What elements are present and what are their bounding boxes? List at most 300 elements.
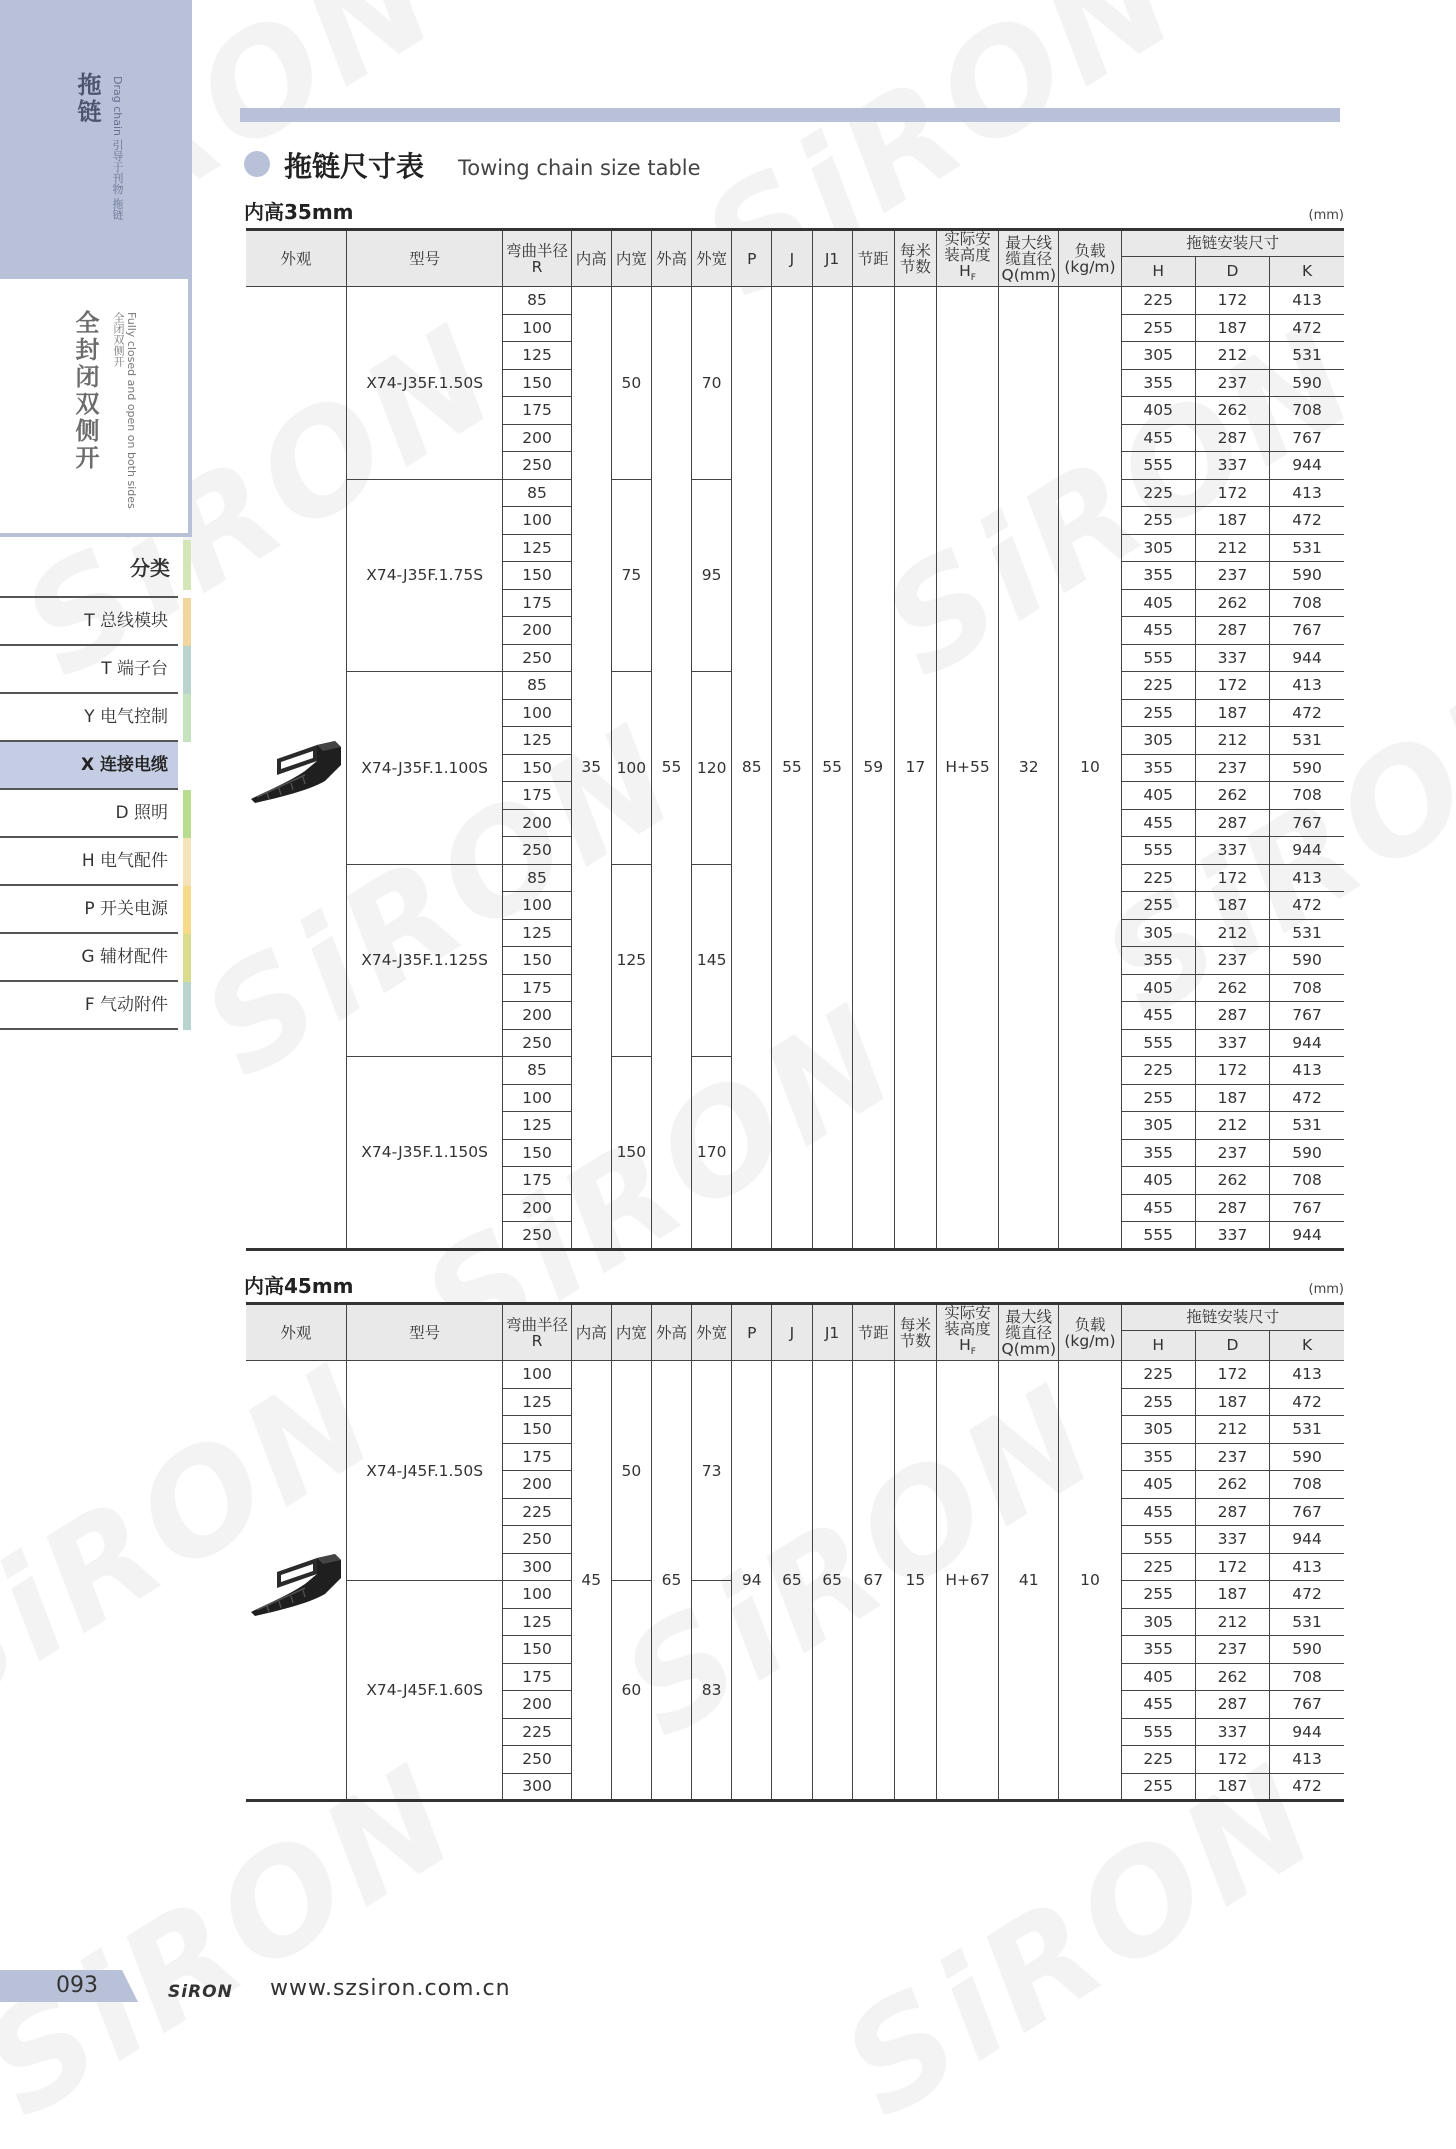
dim-k-cell: 767	[1270, 617, 1344, 645]
radius-cell: 200	[503, 1002, 571, 1030]
install-h-cell: H+67	[936, 1361, 998, 1801]
dim-k-cell: 708	[1270, 1167, 1344, 1195]
dim-h-cell: 455	[1121, 1691, 1195, 1719]
dim-k-cell: 413	[1270, 287, 1344, 315]
dim-k-cell: 708	[1270, 397, 1344, 425]
outer-width-cell: 95	[692, 479, 732, 672]
dim-d-cell: 172	[1195, 1057, 1269, 1085]
sidebar-category-item[interactable]: D 照明	[115, 803, 168, 823]
dim-h-cell: 555	[1121, 1029, 1195, 1057]
header-label: 缆直径	[1005, 1323, 1052, 1342]
header-label: P	[747, 1323, 757, 1342]
radius-cell: 200	[503, 1194, 571, 1222]
dim-h-cell: 455	[1121, 1194, 1195, 1222]
col-header-d	[1195, 256, 1269, 287]
header-label: J	[789, 1323, 795, 1342]
dim-h-cell: 455	[1121, 1002, 1195, 1030]
category-color-tab	[183, 934, 191, 982]
dim-k-cell: 944	[1270, 1222, 1344, 1250]
dim-d-cell: 237	[1195, 1139, 1269, 1167]
col-header-install-height	[936, 1304, 998, 1361]
radius-cell: 125	[503, 1388, 571, 1416]
sidebar-category-item[interactable]: T 总线模块	[84, 611, 168, 631]
dim-d-cell: 212	[1195, 919, 1269, 947]
col-header-install-height	[936, 230, 998, 287]
dim-d-cell: 262	[1195, 1471, 1269, 1499]
radius-cell: 250	[503, 452, 571, 480]
dim-d-cell: 337	[1195, 837, 1269, 865]
dim-h-cell: 455	[1121, 1498, 1195, 1526]
radius-cell: 200	[503, 617, 571, 645]
header-label: 装高度	[944, 1320, 991, 1338]
col-header-model	[346, 230, 503, 287]
dim-d-cell: 212	[1195, 1416, 1269, 1444]
col-header-inner-height	[571, 230, 611, 287]
dim-h-cell: 455	[1121, 617, 1195, 645]
dim-h-cell: 555	[1121, 1718, 1195, 1746]
dim-k-cell: 708	[1270, 974, 1344, 1002]
header-label: 内宽	[615, 1323, 647, 1342]
radius-cell: 85	[503, 287, 571, 315]
dim-d-cell: 262	[1195, 782, 1269, 810]
dim-d-cell: 212	[1195, 727, 1269, 755]
header-label: 节距	[857, 249, 889, 268]
header-label: 弯曲半径	[506, 1315, 569, 1334]
radius-cell: 150	[503, 754, 571, 782]
outer-height-cell: 65	[651, 1361, 691, 1801]
sidebar-category-item[interactable]: P 开关电源	[84, 899, 168, 919]
dim-d-cell: 237	[1195, 947, 1269, 975]
radius-cell: 125	[503, 1608, 571, 1636]
inner-height-cell: 45	[571, 1361, 611, 1801]
dim-h-cell: 305	[1121, 342, 1195, 370]
header-label: 节距	[857, 1323, 889, 1342]
header-label: 型号	[409, 1323, 441, 1342]
col-header-j1	[812, 1304, 852, 1361]
dim-d-cell: 172	[1195, 479, 1269, 507]
dim-d-cell: 337	[1195, 1222, 1269, 1250]
dim-k-cell: 590	[1270, 369, 1344, 397]
dim-d-cell: 337	[1195, 1718, 1269, 1746]
dim-h-cell: 355	[1121, 369, 1195, 397]
radius-cell: 250	[503, 837, 571, 865]
category-sidebar	[0, 0, 192, 2070]
dim-k-cell: 767	[1270, 1691, 1344, 1719]
inner-width-cell: 50	[611, 1361, 651, 1581]
sidebar-subsection-title: 全封闭双侧开	[71, 310, 99, 472]
dim-h-cell: 405	[1121, 397, 1195, 425]
model-cell: X74-J35F.1.125S	[346, 864, 503, 1057]
appearance-cell	[246, 287, 346, 1250]
dim-k-cell: 708	[1270, 782, 1344, 810]
inner-width-cell: 60	[611, 1581, 651, 1801]
col-header-max-cable	[999, 1304, 1059, 1361]
dim-k-cell: 472	[1270, 1084, 1344, 1112]
radius-cell: 85	[503, 1057, 571, 1085]
p-cell: 94	[732, 1361, 772, 1801]
header-label: 实际安	[944, 230, 991, 248]
radius-cell: 300	[503, 1553, 571, 1581]
radius-cell: 200	[503, 424, 571, 452]
header-label: 实际安	[944, 1304, 991, 1322]
dim-h-cell: 255	[1121, 1581, 1195, 1609]
header-label: 外宽	[696, 1323, 728, 1342]
header-subscript: F	[970, 273, 976, 284]
sidebar-subtitle: Drag chain 引导于刊物 拖链	[111, 76, 124, 221]
dim-h-cell: 355	[1121, 947, 1195, 975]
radius-cell: 225	[503, 1498, 571, 1526]
radius-cell: 175	[503, 1663, 571, 1691]
dim-d-cell: 212	[1195, 1112, 1269, 1140]
category-color-tab	[183, 646, 191, 694]
pitch-cell: 59	[852, 287, 894, 1250]
category-color-tab	[183, 540, 191, 590]
table-row	[246, 287, 1344, 315]
page-number: 093	[56, 1973, 98, 1998]
radius-cell: 100	[503, 699, 571, 727]
load-cell: 10	[1059, 1361, 1121, 1801]
dim-k-cell: 472	[1270, 507, 1344, 535]
col-header-model	[346, 1304, 503, 1361]
dim-k-cell: 767	[1270, 809, 1344, 837]
dim-d-cell: 287	[1195, 424, 1269, 452]
header-label: 内高	[575, 1323, 607, 1342]
dim-k-cell: 413	[1270, 1746, 1344, 1774]
radius-cell: 100	[503, 892, 571, 920]
radius-cell: 150	[503, 1139, 571, 1167]
col-header-j	[772, 230, 812, 287]
dim-d-cell: 287	[1195, 1194, 1269, 1222]
header-label: Q(mm)	[1001, 265, 1056, 284]
dim-h-cell: 305	[1121, 919, 1195, 947]
dim-h-cell: 355	[1121, 562, 1195, 590]
radius-cell: 300	[503, 1773, 571, 1801]
dim-k-cell: 531	[1270, 1608, 1344, 1636]
dim-d-cell: 262	[1195, 397, 1269, 425]
sidebar-category-item[interactable]: T 端子台	[101, 659, 168, 679]
outer-width-cell: 145	[692, 864, 732, 1057]
dim-k-cell: 708	[1270, 1471, 1344, 1499]
col-header-max-cable	[999, 230, 1059, 287]
header-label: 型号	[409, 249, 441, 268]
dim-d-cell: 237	[1195, 1636, 1269, 1664]
header-bullet	[244, 151, 270, 177]
radius-cell: 85	[503, 479, 571, 507]
header-label: P	[747, 249, 757, 268]
dim-k-cell: 767	[1270, 1498, 1344, 1526]
col-header-inner-height	[571, 1304, 611, 1361]
dim-k-cell: 472	[1270, 892, 1344, 920]
dim-d-cell: 172	[1195, 1746, 1269, 1774]
col-header-j	[772, 1304, 812, 1361]
dim-d-cell: 237	[1195, 1443, 1269, 1471]
dim-k-cell: 472	[1270, 699, 1344, 727]
outer-width-cell: 120	[692, 672, 732, 865]
dim-d-cell: 262	[1195, 1663, 1269, 1691]
inner-height-cell: 35	[571, 287, 611, 1250]
header-label: 外高	[656, 1323, 688, 1342]
dim-d-cell: 337	[1195, 644, 1269, 672]
dim-d-cell: 237	[1195, 369, 1269, 397]
header-label: D	[1226, 1336, 1239, 1355]
dim-d-cell: 187	[1195, 1084, 1269, 1112]
col-header-h	[1121, 1330, 1195, 1361]
category-color-tab	[183, 982, 191, 1030]
category-color-tab	[183, 790, 191, 838]
header-label: 弯曲半径	[506, 241, 569, 260]
dim-h-cell: 255	[1121, 1388, 1195, 1416]
dim-k-cell: 472	[1270, 1581, 1344, 1609]
inner-width-cell: 75	[611, 479, 651, 672]
col-header-pitch	[852, 230, 894, 287]
dim-k-cell: 944	[1270, 837, 1344, 865]
radius-cell: 125	[503, 1112, 571, 1140]
radius-cell: 250	[503, 644, 571, 672]
radius-cell: 150	[503, 1416, 571, 1444]
dim-h-cell: 255	[1121, 507, 1195, 535]
category-heading: 分类	[130, 556, 170, 580]
header-label: D	[1226, 262, 1239, 281]
sidebar-category-item[interactable]: F 气动附件	[84, 995, 168, 1015]
dim-h-cell: 225	[1121, 1746, 1195, 1774]
sidebar-category-item[interactable]: X 连接电缆	[0, 742, 178, 788]
dim-k-cell: 413	[1270, 1553, 1344, 1581]
dim-k-cell: 590	[1270, 1443, 1344, 1471]
inner-width-cell: 50	[611, 287, 651, 480]
sidebar-subsection-subtitle-cn: 全闭双侧开	[112, 312, 125, 367]
dim-h-cell: 355	[1121, 1636, 1195, 1664]
dim-k-cell: 708	[1270, 1663, 1344, 1691]
drag-chain-image	[247, 1544, 345, 1616]
outer-width-cell: 70	[692, 287, 732, 480]
header-label: 负载	[1074, 241, 1106, 260]
dim-h-cell: 255	[1121, 1084, 1195, 1112]
sidebar-title: 拖链	[73, 72, 101, 126]
dim-d-cell: 337	[1195, 452, 1269, 480]
dim-h-cell: 455	[1121, 424, 1195, 452]
category-color-tab	[183, 838, 191, 886]
j-cell: 65	[772, 1361, 812, 1801]
dim-k-cell: 413	[1270, 1057, 1344, 1085]
outer-width-cell: 73	[692, 1361, 732, 1581]
inner-width-cell: 150	[611, 1057, 651, 1250]
website-url[interactable]: www.szsiron.com.cn	[270, 1976, 511, 2001]
col-header-p	[732, 1304, 772, 1361]
inner-width-cell: 100	[611, 672, 651, 865]
radius-cell: 200	[503, 1691, 571, 1719]
outer-height-cell: 55	[651, 287, 691, 1250]
radius-cell: 200	[503, 1471, 571, 1499]
dim-k-cell: 531	[1270, 919, 1344, 947]
dim-d-cell: 172	[1195, 287, 1269, 315]
dim-k-cell: 472	[1270, 314, 1344, 342]
dim-h-cell: 405	[1121, 974, 1195, 1002]
dim-k-cell: 472	[1270, 1773, 1344, 1801]
dim-d-cell: 212	[1195, 534, 1269, 562]
header-label: H	[1152, 1336, 1165, 1355]
max-cable-cell: 32	[999, 287, 1059, 1250]
sidebar-category-item[interactable]: H 电气配件	[81, 851, 168, 871]
dim-k-cell: 944	[1270, 1718, 1344, 1746]
col-header-appearance	[246, 1304, 346, 1361]
j1-cell: 65	[812, 1361, 852, 1801]
dim-d-cell: 187	[1195, 1388, 1269, 1416]
dim-d-cell: 212	[1195, 342, 1269, 370]
radius-cell: 175	[503, 589, 571, 617]
radius-cell: 250	[503, 1526, 571, 1554]
col-header-k	[1270, 1330, 1344, 1361]
col-header-j1	[812, 230, 852, 287]
dim-h-cell: 305	[1121, 1112, 1195, 1140]
dim-d-cell: 287	[1195, 1691, 1269, 1719]
radius-cell: 225	[503, 1718, 571, 1746]
radius-cell: 100	[503, 1581, 571, 1609]
header-label: 拖链安装尺寸	[1186, 234, 1280, 253]
dim-k-cell: 590	[1270, 1139, 1344, 1167]
col-header-load	[1059, 230, 1121, 287]
col-header-bend-radius	[503, 1304, 571, 1361]
col-header-d	[1195, 1330, 1269, 1361]
dim-k-cell: 413	[1270, 479, 1344, 507]
radius-cell: 250	[503, 1029, 571, 1057]
category-color-tab	[183, 694, 191, 742]
outer-width-cell: 83	[692, 1581, 732, 1801]
header-label: 装高度	[944, 246, 991, 264]
dim-h-cell: 255	[1121, 892, 1195, 920]
model-cell: X74-J35F.1.75S	[346, 479, 503, 672]
header-label: 外观	[280, 249, 312, 268]
dim-h-cell: 305	[1121, 1416, 1195, 1444]
header-label: 外宽	[696, 249, 728, 268]
radius-cell: 150	[503, 1636, 571, 1664]
dim-k-cell: 413	[1270, 672, 1344, 700]
dim-h-cell: 405	[1121, 1663, 1195, 1691]
model-cell: X74-J45F.1.60S	[346, 1581, 503, 1801]
dim-h-cell: 305	[1121, 1608, 1195, 1636]
header-label: Q(mm)	[1001, 1339, 1056, 1358]
appearance-cell	[246, 1361, 346, 1801]
dim-k-cell: 531	[1270, 342, 1344, 370]
dim-d-cell: 262	[1195, 589, 1269, 617]
header-label: 缆直径	[1005, 249, 1052, 268]
dim-k-cell: 708	[1270, 589, 1344, 617]
dim-h-cell: 555	[1121, 452, 1195, 480]
pitch-cell: 67	[852, 1361, 894, 1801]
radius-cell: 175	[503, 397, 571, 425]
dim-h-cell: 355	[1121, 1139, 1195, 1167]
header-label: 最大线	[1005, 1307, 1052, 1326]
dim-k-cell: 472	[1270, 1388, 1344, 1416]
dim-h-cell: 555	[1121, 644, 1195, 672]
brand-logo: SiRON	[168, 1982, 233, 2002]
dim-h-cell: 255	[1121, 699, 1195, 727]
page-title: 拖链尺寸表	[284, 150, 425, 183]
drag-chain-image	[247, 731, 345, 803]
size-table-35	[246, 228, 1344, 1251]
col-header-p	[732, 230, 772, 287]
col-header-install-dims	[1121, 230, 1344, 257]
dim-k-cell: 944	[1270, 452, 1344, 480]
header-label: 外高	[656, 249, 688, 268]
dim-k-cell: 944	[1270, 644, 1344, 672]
dim-d-cell: 237	[1195, 754, 1269, 782]
dim-d-cell: 287	[1195, 1498, 1269, 1526]
j1-cell: 55	[812, 287, 852, 1250]
dim-d-cell: 187	[1195, 1581, 1269, 1609]
header-label: H	[959, 262, 971, 280]
header-label: 内高	[575, 249, 607, 268]
header-label: K	[1301, 262, 1313, 281]
sidebar-category-item[interactable]: Y 电气控制	[84, 707, 168, 727]
sidebar-subsection-subtitle-en: Fully closed and open on both sides	[125, 312, 138, 509]
radius-cell: 200	[503, 809, 571, 837]
dim-h-cell: 455	[1121, 809, 1195, 837]
install-h-cell: H+55	[936, 287, 998, 1250]
dim-h-cell: 405	[1121, 1167, 1195, 1195]
category-color-tab	[183, 742, 191, 790]
radius-cell: 125	[503, 727, 571, 755]
dim-k-cell: 531	[1270, 727, 1344, 755]
section-title-45: 内高45mm	[244, 1274, 354, 1298]
dim-h-cell: 555	[1121, 1526, 1195, 1554]
dim-k-cell: 767	[1270, 424, 1344, 452]
dim-k-cell: 531	[1270, 534, 1344, 562]
size-table-45	[246, 1302, 1344, 1802]
dim-k-cell: 531	[1270, 1112, 1344, 1140]
dim-h-cell: 225	[1121, 864, 1195, 892]
radius-cell: 150	[503, 562, 571, 590]
dim-h-cell: 225	[1121, 1361, 1195, 1389]
dim-h-cell: 225	[1121, 1057, 1195, 1085]
col-header-outer-height	[651, 1304, 691, 1361]
radius-cell: 150	[503, 947, 571, 975]
category-color-tab	[183, 886, 191, 934]
model-cell: X74-J45F.1.50S	[346, 1361, 503, 1581]
outer-width-cell: 170	[692, 1057, 732, 1250]
dim-h-cell: 555	[1121, 837, 1195, 865]
dim-d-cell: 262	[1195, 974, 1269, 1002]
header-label: K	[1301, 1336, 1313, 1355]
dim-k-cell: 413	[1270, 1361, 1344, 1389]
dim-d-cell: 237	[1195, 562, 1269, 590]
dim-d-cell: 337	[1195, 1526, 1269, 1554]
dim-h-cell: 225	[1121, 287, 1195, 315]
col-header-per-meter	[894, 1304, 936, 1361]
header-label: 负载	[1074, 1315, 1106, 1334]
header-label: 每米	[899, 1315, 931, 1334]
dim-d-cell: 187	[1195, 314, 1269, 342]
load-cell: 10	[1059, 287, 1121, 1250]
dim-k-cell: 944	[1270, 1526, 1344, 1554]
dim-d-cell: 287	[1195, 617, 1269, 645]
col-header-pitch	[852, 1304, 894, 1361]
sidebar-section-header	[0, 0, 192, 275]
header-label: J1	[824, 1323, 840, 1342]
col-header-appearance	[246, 230, 346, 287]
dim-k-cell: 590	[1270, 1636, 1344, 1664]
col-header-per-meter	[894, 230, 936, 287]
col-header-load	[1059, 1304, 1121, 1361]
header-label: 每米	[899, 241, 931, 260]
header-label: J1	[824, 249, 840, 268]
radius-cell: 100	[503, 1084, 571, 1112]
dim-k-cell: 413	[1270, 864, 1344, 892]
sidebar-category-item[interactable]: G 辅材配件	[81, 947, 168, 967]
divider	[0, 1028, 178, 1030]
header-label: H	[1152, 262, 1165, 281]
dim-d-cell: 172	[1195, 1553, 1269, 1581]
dim-h-cell: 555	[1121, 1222, 1195, 1250]
